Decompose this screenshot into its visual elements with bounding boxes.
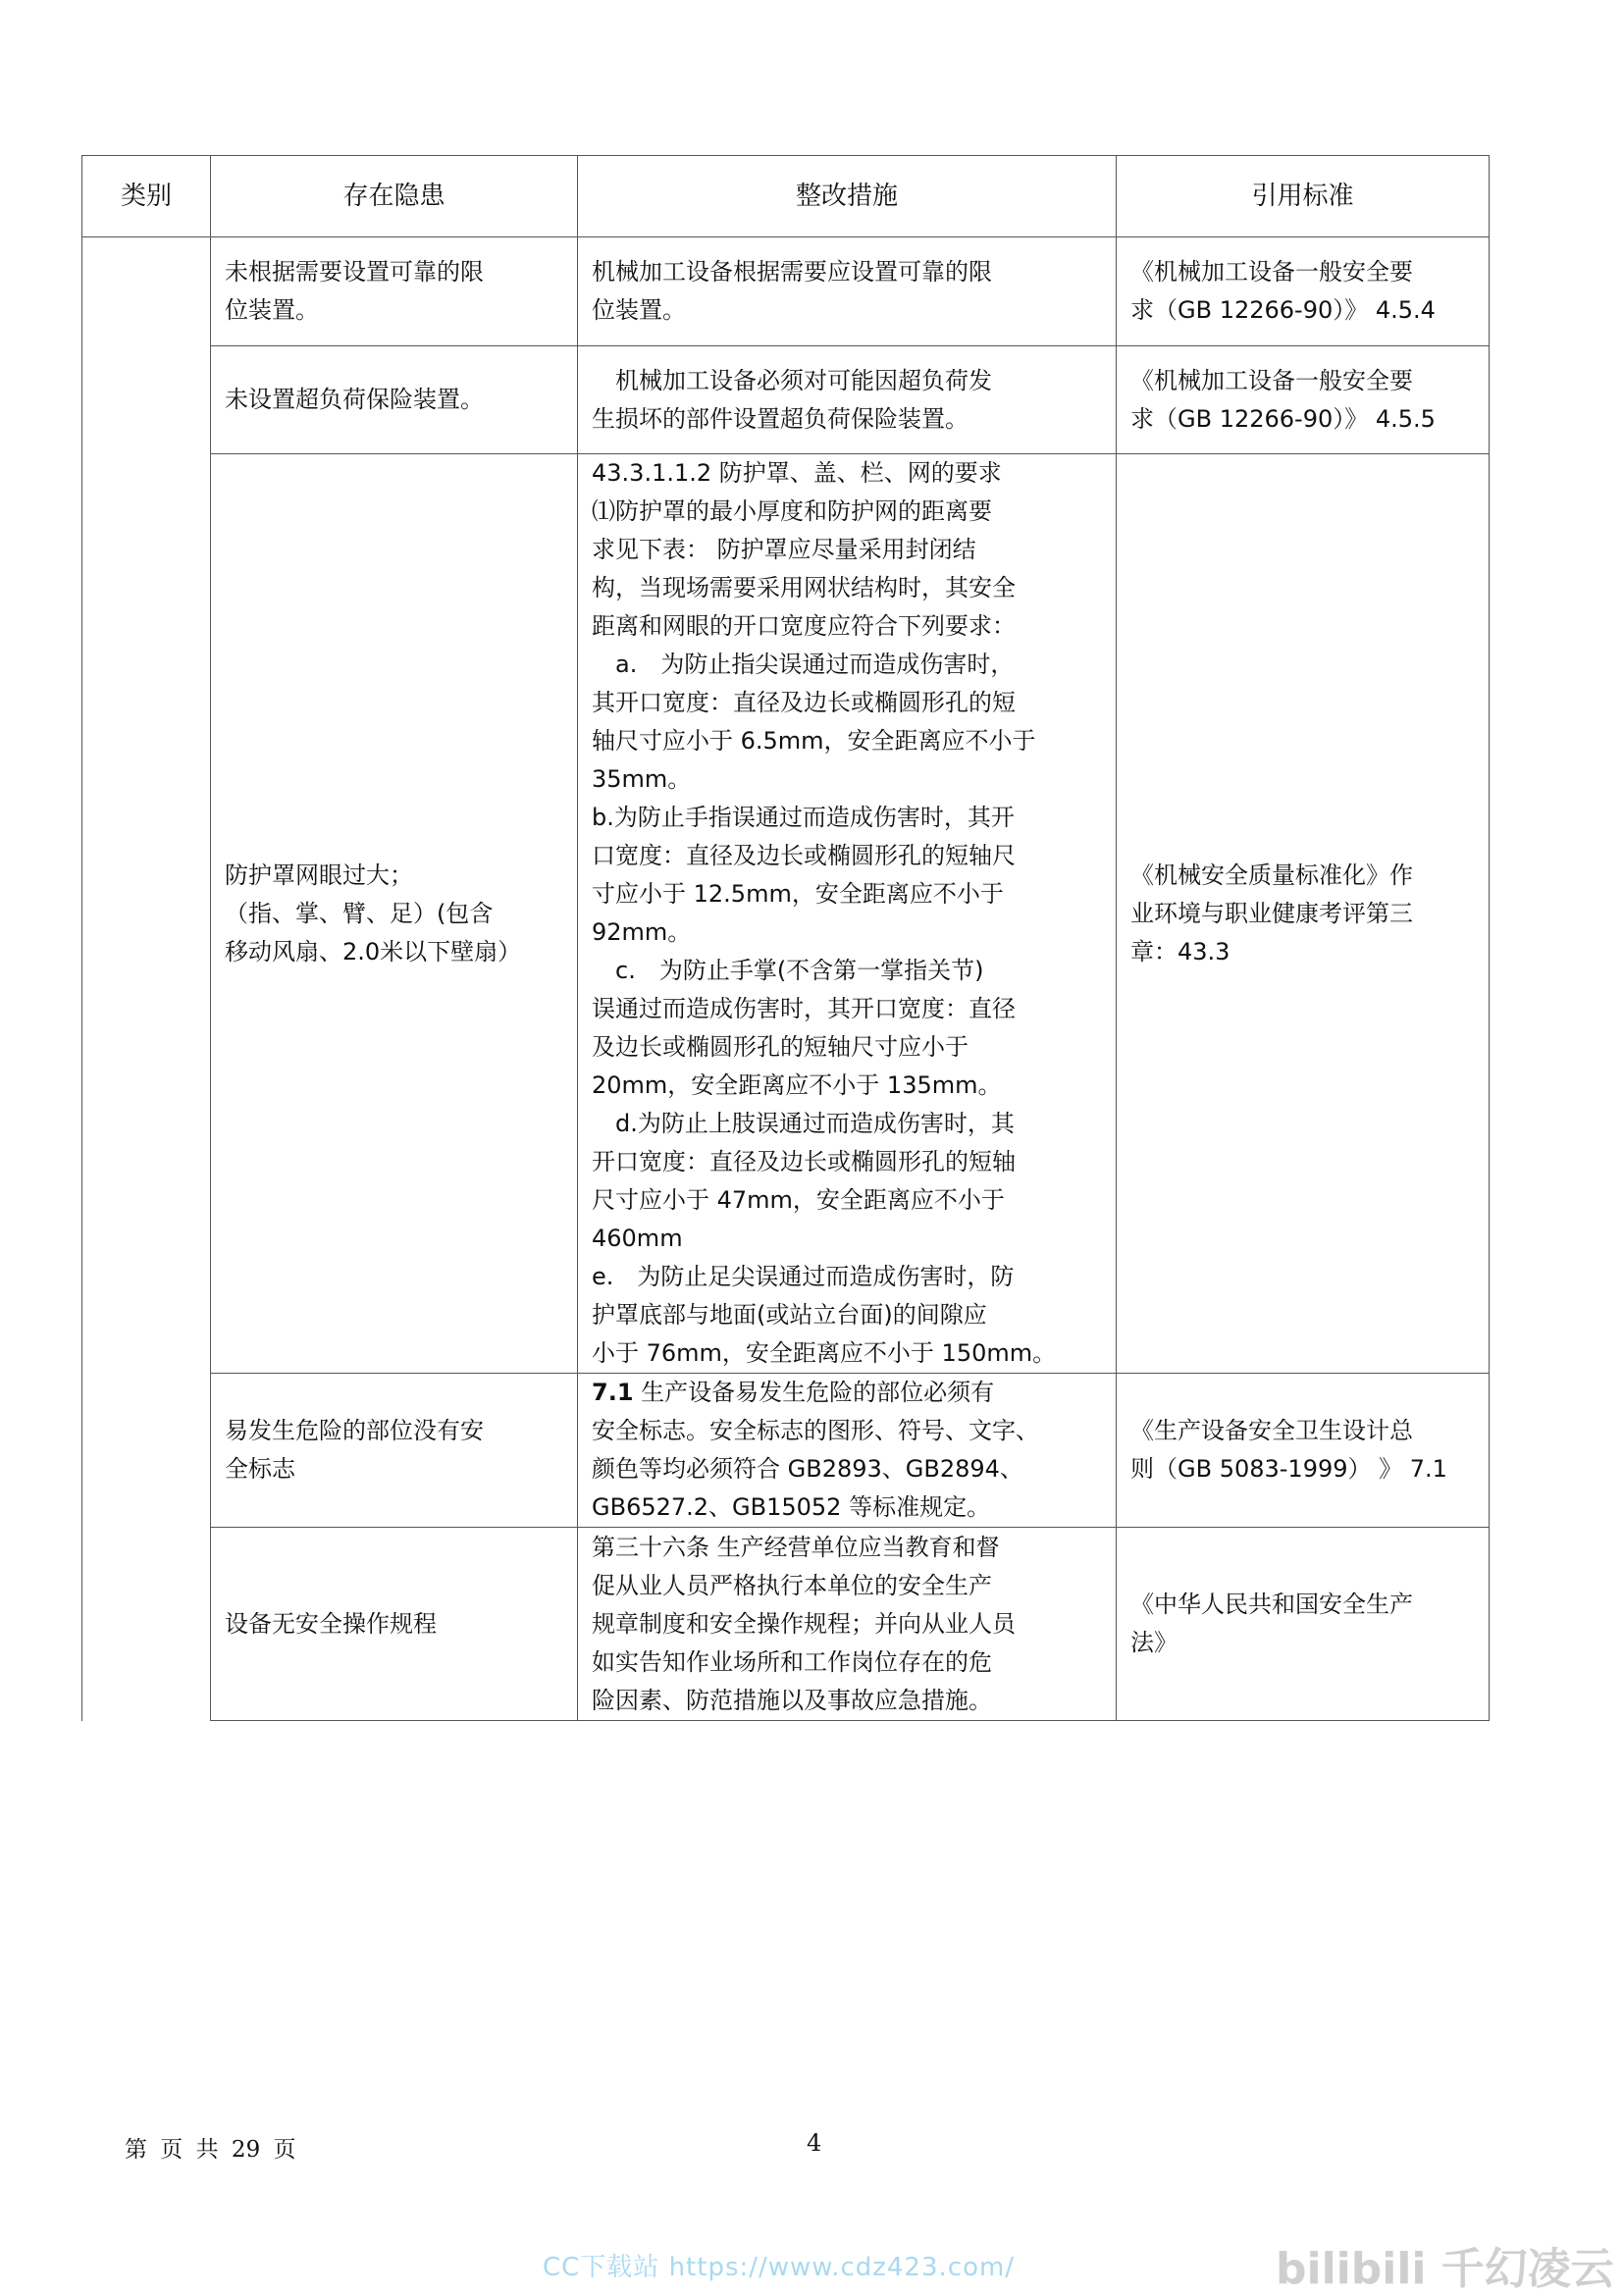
measure-line: 规章制度和安全操作规程；并向从业人员 xyxy=(592,1609,1016,1638)
measure-line: 距离和网眼的开口宽度应符合下列要求： xyxy=(592,612,1016,640)
standard-line: 《机械加工设备一般安全要 xyxy=(1130,366,1413,394)
measure-line: 构，当现场需要采用网状结构时，其安全 xyxy=(592,574,1016,601)
measure-line: 促从业人员严格执行本单位的安全生产 xyxy=(592,1571,992,1599)
table-row xyxy=(82,1528,1490,1721)
standard-line: 《机械安全质量标准化》作 xyxy=(1130,861,1413,889)
measure-line xyxy=(592,1374,1102,1412)
measure-line: 机械加工设备必须对可能因超负荷发 xyxy=(592,366,992,394)
header-measure: 整改措施 xyxy=(578,156,1117,237)
measure-line: 460mm xyxy=(592,1225,683,1252)
standard-line: 《生产设备安全卫生设计总 xyxy=(1130,1417,1413,1444)
hazard-line: 未设置超负荷保险装置。 xyxy=(225,386,484,413)
measure-line: 位装置。 xyxy=(592,296,686,324)
measure-line: GB6527.2、GB15052 等标准规定。 xyxy=(592,1493,991,1521)
table-row xyxy=(82,454,1490,1374)
measure-cell xyxy=(578,1528,1117,1721)
standard-line: 则（GB 5083-1999） 》 7.1 xyxy=(1130,1455,1447,1483)
measure-line: 安全标志。安全标志的图形、符号、文字、 xyxy=(592,1417,1039,1444)
measure-line: 其开口宽度：直径及边长或椭圆形孔的短 xyxy=(592,689,1016,716)
measure-line: 求见下表： 防护罩应尽量采用封闭结 xyxy=(592,536,976,563)
measure-line: 险因素、防范措施以及事故应急措施。 xyxy=(592,1686,992,1714)
measure-line: 机械加工设备根据需要应设置可靠的限 xyxy=(592,258,992,286)
measure-cell xyxy=(578,346,1117,454)
measure-line: 生损坏的部件设置超负荷保险装置。 xyxy=(592,404,969,433)
measure-line: ⑴防护罩的最小厚度和防护网的距离要 xyxy=(592,497,992,525)
standard-line: 求（GB 12266-90）》 4.5.4 xyxy=(1130,296,1436,324)
hazard-line: 移动风扇、2.0米以下壁扇） xyxy=(225,937,522,965)
measure-line: b.为防止手指误通过而造成伤害时，其开 xyxy=(592,804,1015,831)
measure-line: 护罩底部与地面(或站立台面)的间隙应 xyxy=(592,1301,987,1329)
measure-line: 43.3.1.1.2 防护罩、盖、栏、网的要求 xyxy=(592,459,1002,487)
table-row xyxy=(82,346,1490,454)
header-standard: 引用标准 xyxy=(1117,156,1490,237)
hazard-cell xyxy=(211,346,578,454)
measure-line: d.为防止上肢误通过而造成伤害时，其 xyxy=(592,1110,1015,1137)
measure-line: 第三十六条 生产经营单位应当教育和督 xyxy=(592,1533,1000,1561)
measure-cell xyxy=(578,454,1117,1374)
measure-line: e. 为防止足尖误通过而造成伤害时，防 xyxy=(592,1263,1015,1290)
hazard-line: 全标志 xyxy=(225,1455,295,1483)
measure-line: 颜色等均必须符合 GB2893、GB2894、 xyxy=(592,1455,1023,1483)
standard-line: 求（GB 12266-90）》 4.5.5 xyxy=(1130,404,1436,433)
hazard-line: 设备无安全操作规程 xyxy=(225,1609,437,1638)
hazard-line: 未根据需要设置可靠的限 xyxy=(225,258,484,286)
measure-text: 生产设备易发生危险的部位必须有 xyxy=(633,1379,995,1406)
table-header-row xyxy=(82,156,1490,237)
measure-line: 及边长或椭圆形孔的短轴尺寸应小于 xyxy=(592,1033,969,1061)
standard-cell xyxy=(1117,346,1490,454)
measure-cell xyxy=(578,237,1117,346)
header-hazard: 存在隐患 xyxy=(211,156,578,237)
hazard-cell xyxy=(211,1374,578,1528)
page-footer-total: 第 页 共 29 页 xyxy=(125,2137,296,2163)
measure-line: 如实告知作业场所和工作岗位存在的危 xyxy=(592,1647,992,1676)
hazard-cell xyxy=(211,1528,578,1721)
measure-line: 轴尺寸应小于 6.5mm，安全距离应不小于 xyxy=(592,727,1036,755)
hazard-table xyxy=(81,155,1490,1721)
measure-line: c. 为防止手掌(不含第一掌指关节) xyxy=(592,957,984,984)
standard-line: 《机械加工设备一般安全要 xyxy=(1130,258,1413,286)
hazard-line: 易发生危险的部位没有安 xyxy=(225,1417,484,1444)
measure-line: a. 为防止指尖误通过而造成伤害时， xyxy=(592,651,1015,678)
watermark-url: CC下载站 https://www.cdz423.com/ xyxy=(543,2253,1016,2282)
clause-number: 7.1 xyxy=(592,1379,634,1406)
measure-line: 开口宽度：直径及边长或椭圆形孔的短轴 xyxy=(592,1148,1016,1175)
standard-line: 法》 xyxy=(1130,1629,1178,1656)
measure-line: 误通过而造成伤害时，其开口宽度：直径 xyxy=(592,995,1016,1022)
measure-line: 35mm。 xyxy=(592,765,692,793)
measure-line: 20mm，安全距离应不小于 135mm。 xyxy=(592,1071,1002,1099)
measure-line: 92mm。 xyxy=(592,918,692,946)
table-row xyxy=(82,1374,1490,1528)
standard-line: 业环境与职业健康考评第三 xyxy=(1130,899,1413,927)
category-cell xyxy=(82,237,211,1721)
watermark-brand: bilibili 千幻凌云 xyxy=(1276,2244,1614,2294)
hazard-cell xyxy=(211,237,578,346)
measure-line: 小于 76mm，安全距离应不小于 150mm。 xyxy=(592,1339,1057,1367)
page-number: 4 xyxy=(807,2129,822,2157)
measure-line: 尺寸应小于 47mm，安全距离应不小于 xyxy=(592,1186,1005,1214)
hazard-line: 位装置。 xyxy=(225,296,319,324)
table-row xyxy=(82,237,1490,346)
header-category: 类别 xyxy=(82,156,211,237)
standard-cell xyxy=(1117,454,1490,1374)
standard-line: 《中华人民共和国安全生产 xyxy=(1130,1591,1413,1618)
measure-line: 口宽度：直径及边长或椭圆形孔的短轴尺 xyxy=(592,842,1016,869)
hazard-line: （指、掌、臂、足）(包含 xyxy=(225,899,494,927)
measure-cell xyxy=(578,1374,1117,1528)
standard-cell xyxy=(1117,1374,1490,1528)
hazard-cell xyxy=(211,454,578,1374)
hazard-line: 防护罩网眼过大； xyxy=(225,861,413,889)
standard-line: 章：43.3 xyxy=(1130,937,1230,965)
standard-cell xyxy=(1117,237,1490,346)
measure-line: 寸应小于 12.5mm，安全距离应不小于 xyxy=(592,880,1004,908)
standard-cell xyxy=(1117,1528,1490,1721)
